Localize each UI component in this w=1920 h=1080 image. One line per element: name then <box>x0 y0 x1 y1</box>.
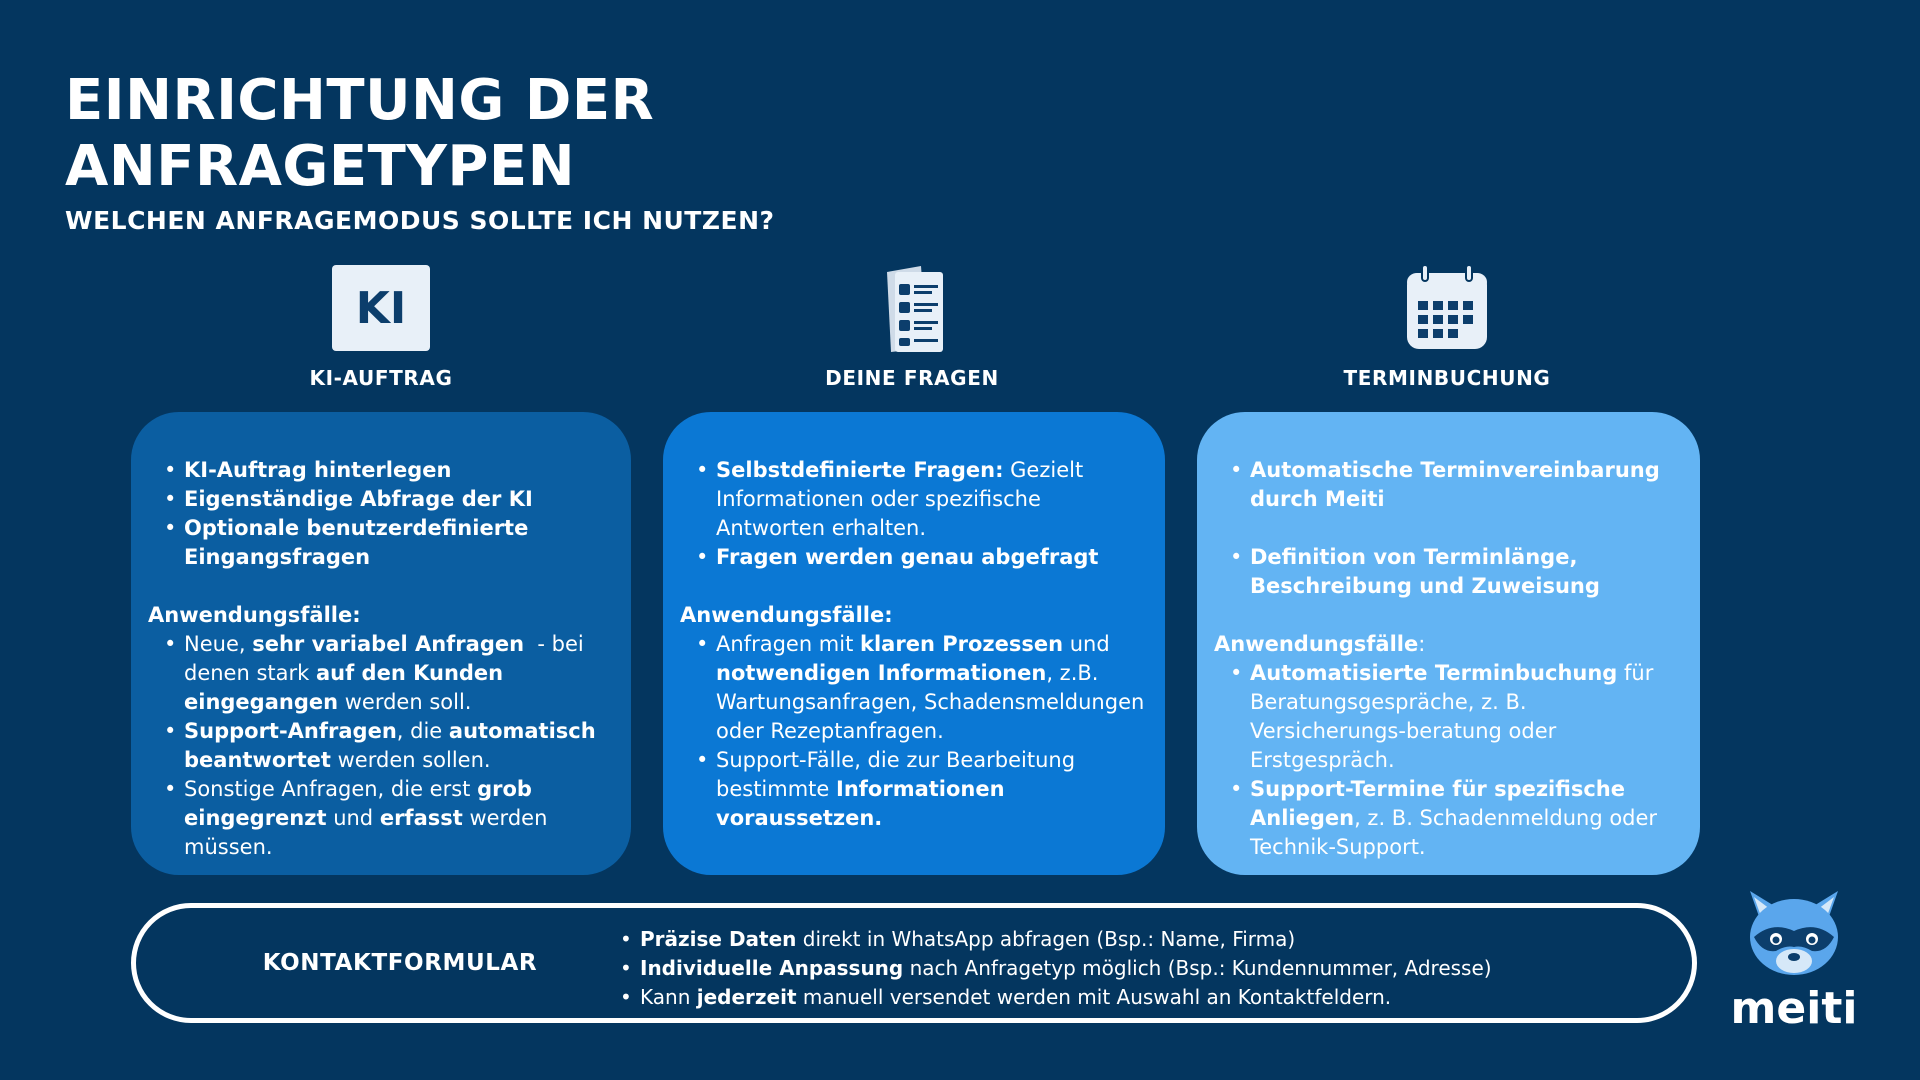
contact-form-label: KONTAKTFORMULAR <box>262 950 538 976</box>
feature-list <box>1214 543 1682 601</box>
title-line-1: EINRICHTUNG DER <box>65 68 655 133</box>
list-item: • Automatische Terminvereinbarung durch Meiti <box>1250 456 1682 514</box>
title-line-2: ANFRAGETYPEN <box>65 134 576 199</box>
feature-list <box>680 456 1147 572</box>
contact-form-bar <box>131 903 1697 1023</box>
use-case-list <box>680 630 1147 833</box>
list-item: • Kann jederzeit manuell versendet werden mit Auswahl an Kontaktfeldern. <box>640 983 1492 1012</box>
list-item: • Definition von Terminlänge, Beschreibung und Zuweisung <box>1250 543 1682 601</box>
list-item: • Sonstige Anfragen, die erst grob eingegrenzt und erfasst werden müssen. <box>184 775 613 862</box>
column-header-terminbuchung <box>1237 262 1657 390</box>
list-item: • Neue, sehr variabel Anfragen - bei denen stark auf den Kunden eingegangen werden soll. <box>184 630 613 717</box>
use-cases-heading: Anwendungsfälle: <box>148 603 361 627</box>
calendar-icon <box>1404 263 1490 353</box>
list-item: • Optionale benutzerdefinierte Eingangsfragen <box>184 514 613 572</box>
list-item: • Fragen werden genau abgefragt <box>716 543 1147 572</box>
ki-icon: KI <box>332 265 430 351</box>
questionnaire-icon <box>877 262 947 354</box>
page-subtitle: WELCHEN ANFRAGEMODUS SOLLTE ICH NUTZEN? <box>65 206 775 235</box>
list-item: • Automatisierte Terminbuchung für Beratungsgespräche, z. B. Versicherungs-beratung oder Erstgespräch. <box>1250 659 1682 775</box>
use-cases-heading: Anwendungsfälle: <box>680 603 893 627</box>
column-header-ki-auftrag <box>171 262 591 390</box>
list-item: • Präzise Daten direkt in WhatsApp abfragen (Bsp.: Name, Firma) <box>640 925 1492 954</box>
list-item: • Individuelle Anpassung nach Anfragetyp möglich (Bsp.: Kundennummer, Adresse) <box>640 954 1492 983</box>
card-ki-auftrag <box>131 412 631 875</box>
list-item: • Support-Fälle, die zur Bearbeitung bestimmte Informationen voraussetzen. <box>716 746 1147 833</box>
column-label: KI-AUFTRAG <box>309 366 453 390</box>
column-header-deine-fragen <box>702 262 1122 390</box>
card-terminbuchung <box>1197 412 1700 875</box>
use-cases-heading: Anwendungsfälle: <box>1214 632 1426 656</box>
column-label: TERMINBUCHUNG <box>1343 366 1551 390</box>
meiti-logo <box>1728 885 1860 1034</box>
list-item: • Selbstdefinierte Fragen: Gezielt Informationen oder spezifische Antworten erhalten. <box>716 456 1147 543</box>
card-deine-fragen <box>663 412 1165 875</box>
column-label: DEINE FRAGEN <box>825 366 999 390</box>
list-item: • Anfragen mit klaren Prozessen und notwendigen Informationen, z.B. Wartungsanfragen, Schadensmeldungen oder Rezeptanfragen. <box>716 630 1147 746</box>
contact-form-list <box>616 925 1492 1012</box>
list-item: • Eigenständige Abfrage der KI <box>184 485 613 514</box>
feature-list <box>148 456 613 572</box>
list-item: • Support-Termine für spezifische Anliegen, z. B. Schadenmeldung oder Technik-Support. <box>1250 775 1682 862</box>
list-item: • Support-Anfragen, die automatisch beantwortet werden sollen. <box>184 717 613 775</box>
page-title <box>65 68 654 200</box>
logo-text: meiti <box>1730 983 1858 1034</box>
list-item: • KI-Auftrag hinterlegen <box>184 456 613 485</box>
feature-list <box>1214 456 1682 514</box>
use-case-list <box>148 630 613 862</box>
raccoon-icon <box>1742 885 1846 981</box>
use-case-list <box>1214 659 1682 862</box>
